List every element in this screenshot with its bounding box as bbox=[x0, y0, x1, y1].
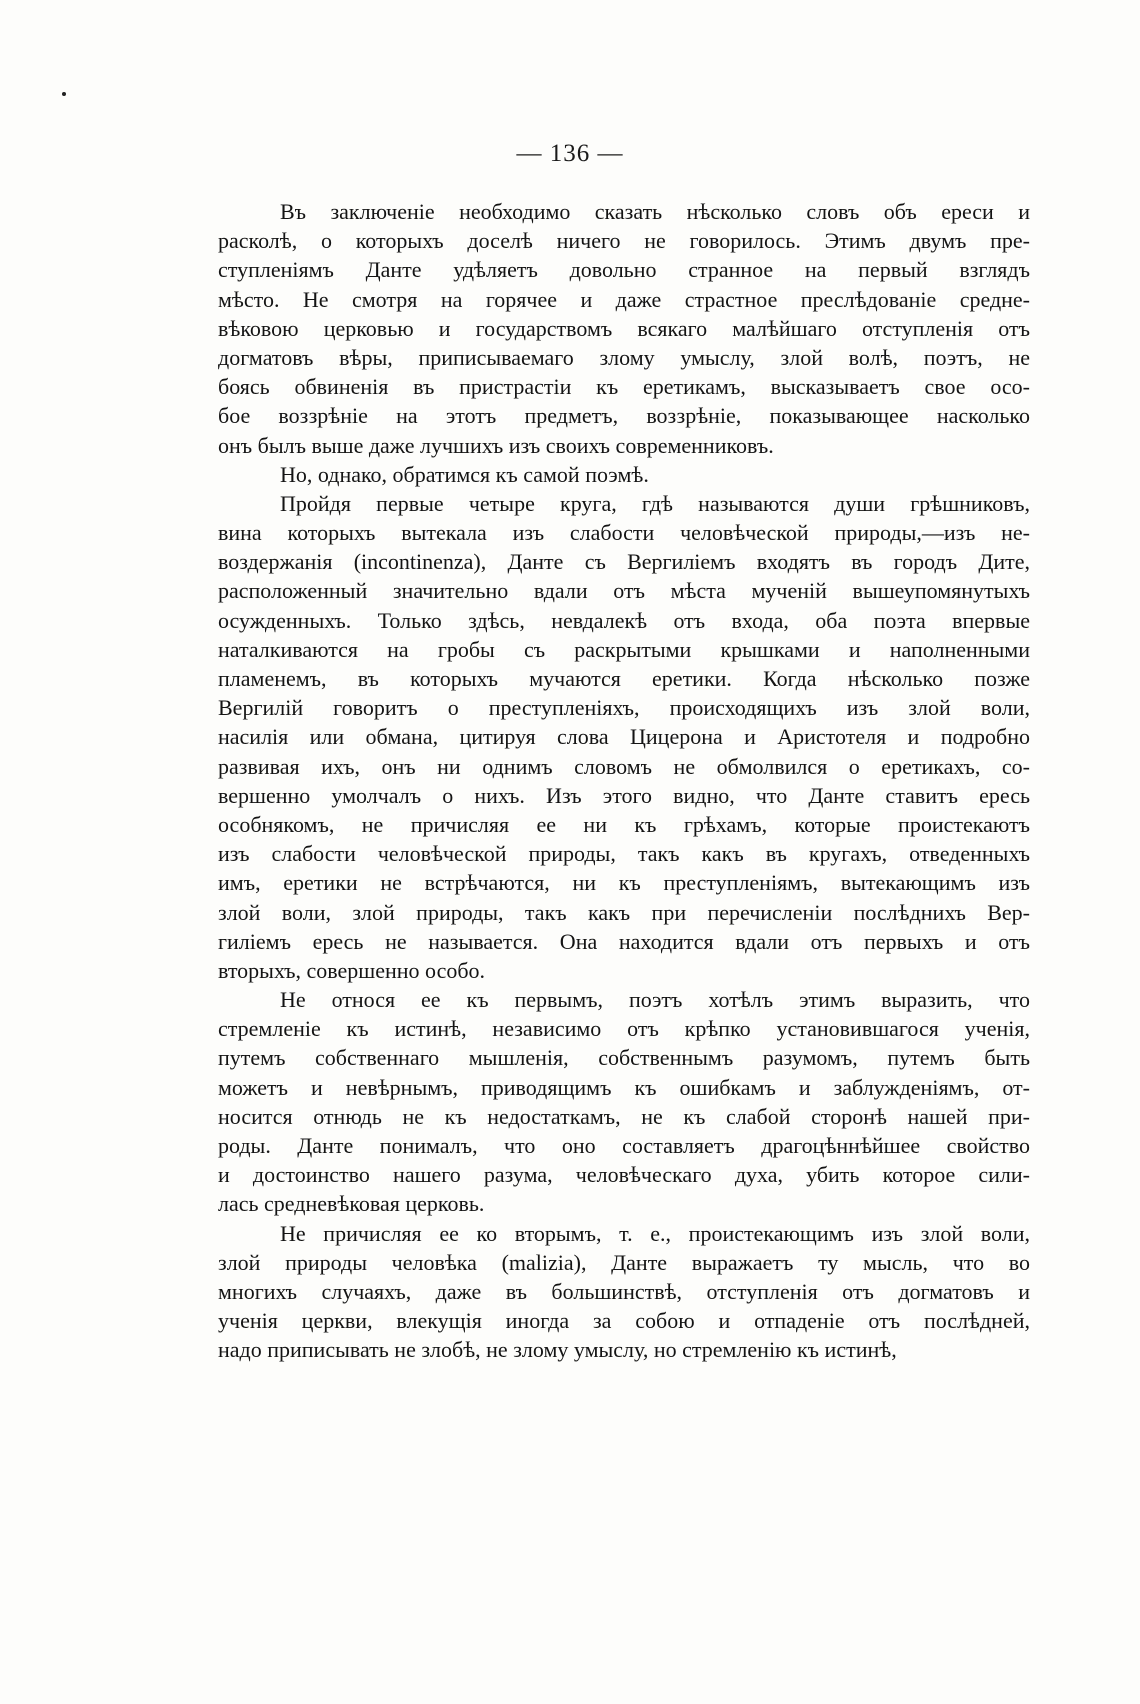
text-line: можетъ и невѣрнымъ, приводящимъ къ ошибкамъ и заблужденіямъ, от- bbox=[218, 1074, 1030, 1100]
page-number: — 136 — bbox=[516, 140, 624, 167]
text-line: пламенемъ, въ которыхъ мучаются еретики. Когда нѣсколько позже bbox=[218, 666, 1030, 691]
text-line: злой природы человѣка (malizia), Данте выражаетъ ту мысль, что во bbox=[218, 1249, 1030, 1275]
text-line: воздержанія (incontinenza), Данте съ Вергиліемъ входятъ въ городъ Дите, bbox=[218, 549, 1030, 575]
text-line: онъ былъ выше даже лучшихъ изъ своихъ современниковъ. bbox=[218, 432, 774, 458]
text-line: Пройдя первые четыре круга, гдѣ называются души грѣшниковъ, bbox=[280, 490, 1030, 516]
text-line: надо приписывать не злобѣ, не злому умыслу, но стремленію къ истинѣ, bbox=[218, 1337, 897, 1363]
text-line: изъ слабости человѣческой природы, такъ какъ въ кругахъ, отведенныхъ bbox=[218, 841, 1030, 867]
ink-speck bbox=[62, 92, 66, 96]
text-line: имъ, еретики не встрѣчаются, ни къ преступленіямъ, вытекающимъ изъ bbox=[218, 870, 1030, 896]
paragraph bbox=[218, 985, 1030, 1219]
text-line: наталкиваются на гробы съ раскрытыми крышками и наполненными bbox=[218, 636, 1030, 662]
body-text bbox=[218, 197, 1030, 1365]
text-line: ученія церкви, влекущія иногда за собою и отпаденіе отъ послѣдней, bbox=[218, 1308, 1030, 1334]
text-line: многихъ случаяхъ, даже въ большинствѣ, отступленія отъ догматовъ и bbox=[218, 1278, 1030, 1304]
text-line: Не относя ее къ первымъ, поэтъ хотѣлъ этимъ выразить, что bbox=[280, 987, 1030, 1013]
text-line: вторыхъ, совершенно особо. bbox=[218, 957, 486, 983]
text-line: и достоинство нашего разума, человѣческаго духа, убить которое сили- bbox=[218, 1162, 1030, 1188]
text-line: путемъ собственнаго мышленія, собственнымъ разумомъ, путемъ быть bbox=[218, 1045, 1030, 1071]
text-line: гиліемъ ересь не называется. Она находится вдали отъ первыхъ и отъ bbox=[218, 928, 1030, 954]
text-line: Не причисляя ее ко вторымъ, т. е., проистекающимъ изъ злой воли, bbox=[280, 1220, 1030, 1246]
text-line: Но, однако, обратимся къ самой поэмѣ. bbox=[280, 461, 649, 487]
text-line: Вергилій говоритъ о преступленіяхъ, происходящихъ изъ злой воли, bbox=[218, 695, 1030, 721]
paragraph bbox=[218, 197, 1030, 460]
text-line: злой воли, злой природы, такъ какъ при перечисленіи послѣднихъ Вер- bbox=[218, 899, 1030, 925]
text-line: насилія или обмана, цитируя слова Цицерона и Аристотеля и подробно bbox=[218, 724, 1030, 750]
text-line: расколѣ, о которыхъ доселѣ ничего не говорилось. Этимъ двумъ пре- bbox=[218, 228, 1030, 254]
text-line: мѣсто. Не смотря на горячее и даже страстное преслѣдованіе средне- bbox=[218, 286, 1030, 312]
text-line: вершенно умолчалъ о нихъ. Изъ этого видно, что Данте ставитъ ересь bbox=[218, 782, 1030, 808]
text-line: осужденныхъ. Только здѣсь, невдалекѣ отъ входа, оба поэта впервые bbox=[218, 607, 1030, 633]
text-line: вѣковою церковью и государствомъ всякаго малѣйшаго отступленія отъ bbox=[218, 315, 1030, 341]
text-line: ступленіямъ Данте удѣляетъ довольно странное на первый взглядъ bbox=[218, 257, 1030, 283]
text-line: развивая ихъ, онъ ни однимъ словомъ не обмолвился о еретикахъ, со- bbox=[218, 753, 1030, 779]
text-line: носится отнюдь не къ недостаткамъ, не къ слабой сторонѣ нашей при- bbox=[218, 1103, 1030, 1129]
text-line: боясь обвиненія въ пристрастіи къ еретикамъ, высказываетъ свое осо- bbox=[218, 374, 1030, 400]
text-line: догматовъ вѣры, приписываемаго злому умыслу, злой волѣ, поэтъ, не bbox=[218, 344, 1030, 370]
text-line: вина которыхъ вытекала изъ слабости человѣческой природы,—изъ не- bbox=[218, 520, 1030, 546]
paragraph bbox=[218, 460, 1030, 489]
text-line: расположенный значительно вдали отъ мѣста мученій вышеупомянутыхъ bbox=[218, 578, 1030, 604]
paragraph bbox=[218, 1219, 1030, 1365]
text-line: Въ заключеніе необходимо сказать нѣсколько словъ объ ереси и bbox=[280, 199, 1030, 224]
text-line: стремленіе къ истинѣ, независимо отъ крѣпко установившагося ученія, bbox=[218, 1016, 1030, 1042]
text-line: лась средневѣковая церковь. bbox=[218, 1191, 485, 1217]
text-line: особнякомъ, не причисляя ее ни къ грѣхамъ, которые проистекаютъ bbox=[218, 811, 1030, 837]
text-line: роды. Данте понималъ, что оно составляетъ драгоцѣннѣйшее свойство bbox=[218, 1133, 1030, 1158]
paragraph bbox=[218, 489, 1030, 985]
text-line: бое воззрѣніе на этотъ предметъ, воззрѣніе, показывающее насколько bbox=[218, 403, 1030, 429]
